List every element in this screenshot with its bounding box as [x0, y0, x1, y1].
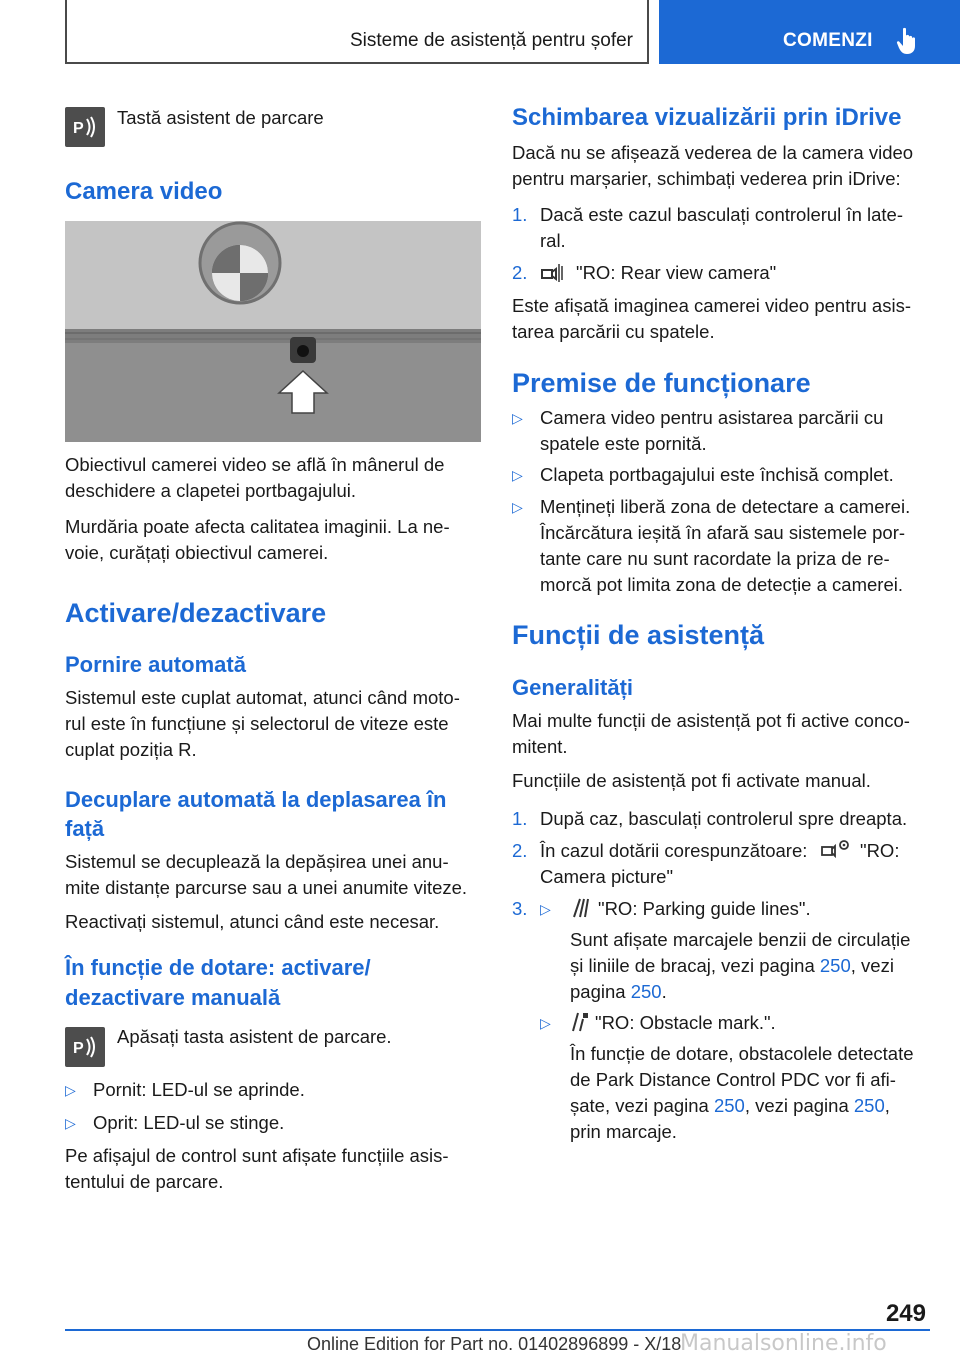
afisata-text-2: tarea parcării cu spatele.	[512, 321, 715, 342]
key-label: Tastă asistent de parcare	[117, 107, 324, 128]
svg-text:P: P	[73, 1040, 84, 1057]
heading-decuplare-2: față	[65, 816, 105, 841]
afisaj-text-2: tentului de parcare.	[65, 1171, 224, 1192]
parking-guide-lines-icon	[570, 897, 592, 926]
triangle-bullet-icon: ▷	[512, 499, 523, 515]
gen-text-2: mitent.	[512, 736, 568, 757]
guide-lines-desc-2: și liniile de bracaj, vezi pagina 250, vezi	[570, 955, 894, 976]
dirt-text-2: voie, curățați obiectivul camerei.	[65, 542, 329, 563]
rear-camera-icon	[540, 262, 566, 291]
obstacle-desc-4: prin marcaje.	[570, 1121, 677, 1142]
triangle-bullet-icon: ▷	[65, 1115, 76, 1131]
tab-comenzi-label: COMENZI	[783, 30, 873, 51]
page-link[interactable]: 250	[819, 955, 851, 976]
heading-activare: Activare/dezactivare	[65, 598, 327, 628]
guide-lines-desc-1: Sunt afișate marcajele benzii de circulație	[570, 929, 911, 950]
obstacle-desc-2: de Park Distance Control PDC vor fi afi‐	[570, 1069, 896, 1090]
step-1: 1. Dacă este cazul basculați controlerul în late‐ ral.	[512, 204, 903, 251]
pornire-text-1: Sistemul este cuplat automat, atunci când moto‐	[65, 687, 460, 708]
section-title: Sisteme de asistență pentru șofer	[349, 30, 633, 51]
obstacle-desc-1: În funcție de dotare, obstacolele detectate	[570, 1043, 914, 1064]
pornire-text-3: cuplat poziția R.	[65, 739, 197, 760]
lens-location-text-2: deschidere a clapetei portbagajului.	[65, 480, 357, 501]
svg-text:P: P	[73, 120, 84, 137]
premise-item-3: ▷ Mențineți liberă zona de detectare a camerei. Încărcătura ieșită în afară sau sistemele por‐ tante care nu sunt racordate la priza de re‐ morcă pot limita zona de detecție a camerei.	[512, 496, 911, 595]
bullet-on: ▷ Pornit: LED-ul se aprinde.	[65, 1077, 481, 1103]
heading-pornire: Pornire automată	[65, 652, 246, 677]
lens-location-text-1: Obiectivul camerei video se află în mânerul de	[65, 454, 445, 475]
apasati-text: Apăsați tasta asistent de parcare.	[117, 1026, 392, 1047]
premise-item-2: ▷ Clapeta portbagajului este închisă complet.	[512, 462, 932, 488]
decuplare-text-2: mite distanțe parcurse sau a unei anumite viteze.	[65, 877, 468, 898]
gen-text-3: Funcțiile de asistență pot fi activate manual.	[512, 770, 871, 791]
heading-premise: Premise de funcționare	[512, 368, 811, 398]
functii-step-2: 2. În cazul dotării corespunzătoare: "RO: Camera picture"	[512, 840, 900, 887]
watermark: Manualsonline.info	[680, 1331, 887, 1356]
afisata-text-1: Este afișată imaginea camerei video pentru asis‐	[512, 295, 911, 316]
triangle-bullet-icon: ▷	[65, 1082, 76, 1098]
obstacle-mark-icon	[570, 1011, 590, 1040]
step-2: 2. "RO: Rear view camera"	[512, 260, 932, 286]
heading-generalitati: Generalități	[512, 675, 634, 700]
schimbare-text-2: pentru marșarier, schimbați vederea prin iDrive:	[512, 168, 901, 189]
page-link[interactable]: 250	[630, 981, 662, 1002]
bullet-off: ▷ Oprit: LED-ul se stinge.	[65, 1110, 481, 1136]
heading-camera-video: Camera video	[65, 178, 223, 205]
functii-step-1: 1. După caz, basculați controlerul spre dreapta.	[512, 808, 908, 829]
tab-comenzi[interactable]	[659, 0, 960, 64]
reactivati-text: Reactivați sistemul, atunci când este necesar.	[65, 911, 440, 932]
triangle-bullet-icon: ▷	[540, 1015, 551, 1031]
camera-settings-icon	[820, 838, 852, 869]
page-number: 249	[885, 1300, 926, 1327]
parking-assist-key-icon-2	[65, 1027, 105, 1067]
dirt-text-1: Murdăria poate afecta calitatea imaginii. La ne‐	[65, 516, 450, 537]
triangle-bullet-icon: ▷	[540, 901, 551, 917]
hand-pointer-icon	[896, 27, 918, 60]
schimbare-text-1: Dacă nu se afișează vederea de la camera video	[512, 142, 914, 163]
heading-decuplare-1: Decuplare automată la deplasarea în	[65, 787, 447, 812]
afisaj-text-1: Pe afișajul de control sunt afișate funcțiile asis‐	[65, 1145, 449, 1166]
heading-functii: Funcții de asistență	[512, 620, 765, 650]
triangle-bullet-icon: ▷	[512, 467, 523, 483]
heading-manual-1: În funcție de dotare: activare/	[65, 955, 371, 980]
gen-text-1: Mai multe funcții de asistență pot fi active conco‐	[512, 710, 910, 731]
parking-assist-key-icon	[65, 107, 105, 147]
heading-schimbare: Schimbarea vizualizării prin iDrive	[512, 104, 902, 131]
functii-step-3: 3. ▷ "RO: Parking guide lines".	[512, 896, 932, 922]
decuplare-text-1: Sistemul se decuplează la depășirea unei anu‐	[65, 851, 449, 872]
obstacle-desc-3: șate, vezi pagina 250, vezi pagina 250,	[570, 1095, 890, 1116]
camera-photo	[65, 221, 481, 442]
edition-text: Online Edition for Part no. 01402896899 - X/18	[307, 1334, 682, 1354]
page-link[interactable]: 250	[713, 1095, 745, 1116]
page-link[interactable]: 250	[853, 1095, 885, 1116]
pornire-text-2: rul este în funcțiune și selectorul de viteze este	[65, 713, 449, 734]
obstacle-mark-item: ▷ "RO: Obstacle mark.".	[540, 1010, 932, 1036]
triangle-bullet-icon: ▷	[512, 410, 523, 426]
heading-manual-2: dezactivare manuală	[65, 985, 281, 1010]
premise-item-1: ▷ Camera video pentru asistarea parcării cu spatele este pornită.	[512, 407, 884, 454]
header-section-box	[65, 0, 649, 64]
guide-lines-desc-3: pagina 250.	[570, 981, 667, 1002]
